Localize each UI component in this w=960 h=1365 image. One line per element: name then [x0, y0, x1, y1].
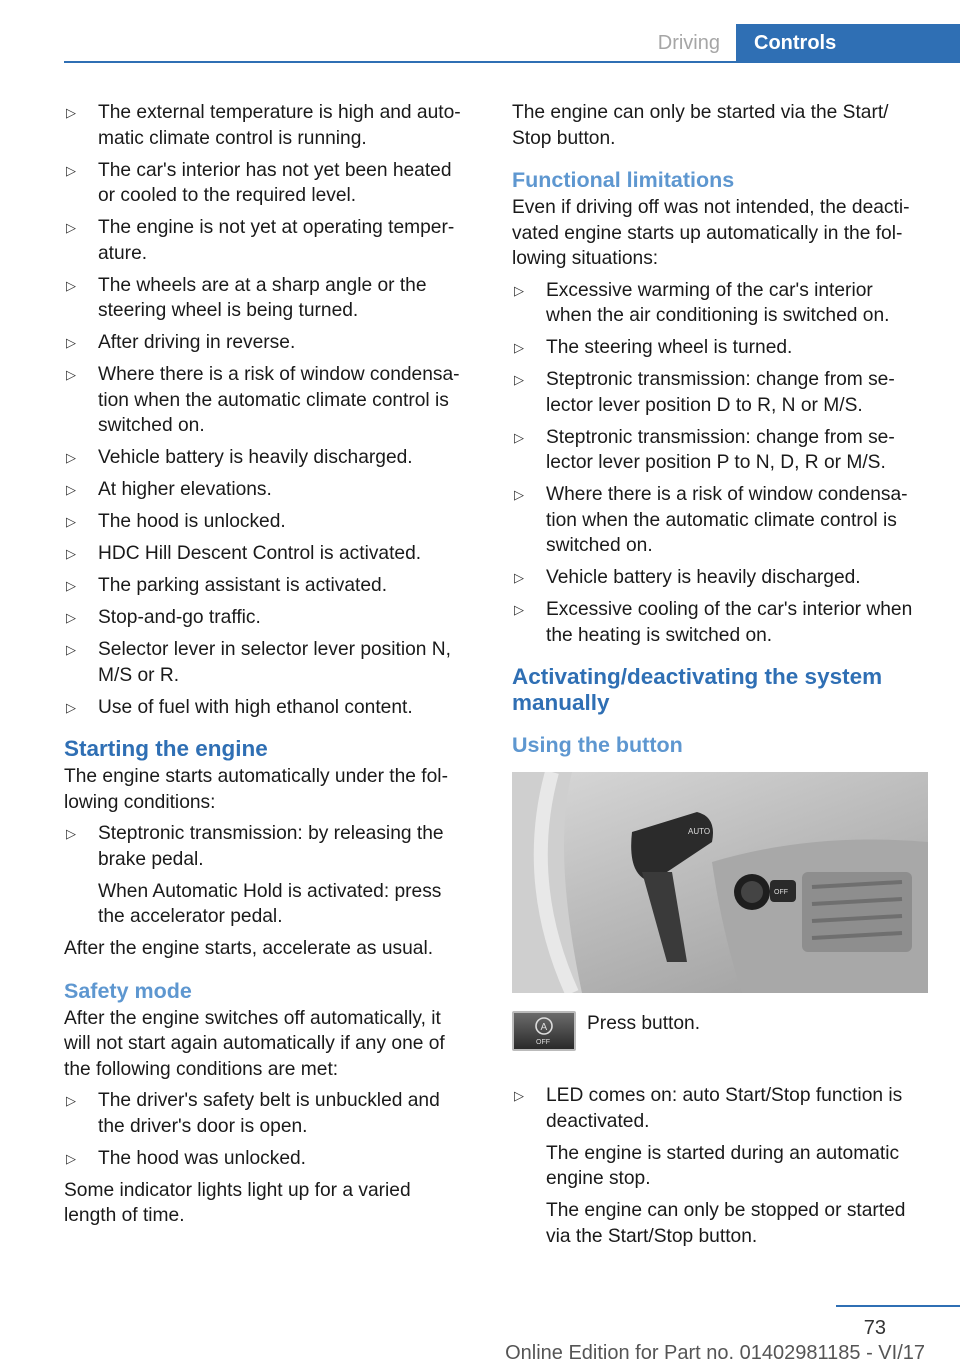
list-item — [64, 158, 476, 209]
after-start-text: After the engine starts, accelerate as usual. — [64, 938, 434, 959]
button-label: OFF — [774, 889, 788, 896]
bullet-triangle-icon: ▷ — [514, 570, 524, 585]
bullet-triangle-icon: ▷ — [66, 450, 76, 465]
left-column — [64, 100, 476, 1235]
list-item — [64, 1088, 476, 1139]
bullet-triangle-icon: ▷ — [66, 482, 76, 497]
list-item — [64, 273, 476, 324]
heading-using-button: Using the button — [512, 733, 683, 757]
list-item-text: The car's interior has not yet been heated or cooled to the required level. — [98, 159, 452, 206]
list-item — [64, 695, 476, 721]
start-stop-intro: The engine can only be started via the Start/ Stop button. — [512, 102, 889, 149]
list-item-text: Steptronic transmission: change from se‐ lector lever position D to R, N or M/S. — [546, 369, 895, 416]
list-item — [512, 565, 932, 591]
limitations-list — [512, 278, 932, 649]
list-item-text: Steptronic transmission: change from se‐ lector lever position P to N, D, R or M/S. — [546, 426, 895, 473]
safety-list — [64, 1088, 476, 1171]
safety-outro: Some indicator lights light up for a varied length of time. — [64, 1179, 411, 1226]
list-item-text: The engine is not yet at operating temper‐ ature. — [98, 217, 455, 264]
list-item — [64, 477, 476, 503]
list-item — [64, 100, 476, 151]
starting-list — [64, 821, 476, 930]
list-item — [64, 445, 476, 471]
list-item-text: Excessive warming of the car's interior when the air conditioning is switched on. — [546, 279, 890, 326]
list-item-text: Vehicle battery is heavily discharged. — [98, 447, 413, 468]
list-item-text: Vehicle battery is heavily discharged. — [546, 567, 861, 588]
list-item — [512, 367, 932, 418]
list-item-text: Selector lever in selector lever position N, M/S or R. — [98, 639, 451, 686]
bullet-triangle-icon: ▷ — [514, 282, 524, 298]
starting-bullet-sub: When Automatic Hold is activated: press the accelerator pedal. — [98, 880, 442, 927]
list-item-text: Excessive cooling of the car's interior when the heating is switched on. — [546, 599, 913, 646]
heading-starting-engine: Starting the engine — [64, 736, 268, 761]
list-item-text: The external temperature is high and auto‐ matic climate control is running. — [98, 102, 461, 149]
safety-intro: After the engine switches off automatically, it will not start again automatically if any one of the following conditions are met: — [64, 1007, 445, 1080]
list-item — [512, 278, 932, 329]
list-item — [64, 821, 476, 930]
bullet-triangle-icon: ▷ — [66, 514, 76, 529]
list-item-text: The parking assistant is activated. — [98, 575, 388, 596]
list-item — [64, 1146, 476, 1172]
dashboard-illustration — [512, 772, 928, 993]
list-item-text: After driving in reverse. — [98, 332, 296, 353]
bullet-triangle-icon: ▷ — [66, 1150, 76, 1166]
starting-bullet: Steptronic transmission: by releasing the brake pedal. — [98, 823, 444, 870]
led-list — [512, 1083, 932, 1249]
list-item-text: The driver's safety belt is unbuckled and the driver's door is open. — [98, 1090, 440, 1137]
led-bullet: LED comes on: auto Start/Stop function is deactivated. — [546, 1085, 903, 1132]
bullet-triangle-icon: ▷ — [66, 546, 76, 561]
list-item — [64, 330, 476, 356]
bullet-triangle-icon: ▷ — [66, 335, 76, 350]
auto-start-stop-off-button-icon[interactable] — [512, 1011, 576, 1051]
svg-text:A: A — [540, 1022, 548, 1033]
bullet-triangle-icon: ▷ — [66, 105, 76, 120]
bullet-triangle-icon: ▷ — [514, 372, 524, 387]
list-item-text: The hood is unlocked. — [98, 511, 286, 532]
bullet-triangle-icon: ▷ — [66, 367, 76, 382]
bullet-triangle-icon: ▷ — [66, 610, 76, 625]
list-item — [512, 1083, 932, 1249]
page-number: 73 — [863, 1317, 886, 1339]
list-item — [512, 482, 932, 559]
bullet-triangle-icon: ▷ — [514, 487, 524, 502]
press-button-text: Press button. — [587, 1013, 701, 1034]
list-item-text: Where there is a risk of window condensa‐ tion when the automatic climate control is switched on. — [98, 364, 460, 436]
list-item-text: At higher elevations. — [98, 479, 272, 500]
heading-functional-limitations: Functional limitations — [512, 168, 735, 192]
starting-intro: The engine starts automatically under the fol‐ lowing conditions: — [64, 766, 448, 813]
page-footer — [0, 1300, 960, 1362]
off-icon-label: OFF — [536, 1039, 550, 1046]
bullet-triangle-icon: ▷ — [66, 578, 76, 593]
led-sub-1: The engine is started during an automatic engine stop. — [546, 1142, 900, 1189]
press-button-row — [512, 1011, 932, 1069]
bullet-triangle-icon: ▷ — [514, 602, 524, 617]
stalk-label: AUTO — [688, 827, 711, 836]
list-item-text: The hood was unlocked. — [98, 1147, 306, 1169]
limitations-intro: Even if driving off was not intended, the deacti‐ vated engine starts up automatically in the fol‐ lowing situations: — [512, 197, 910, 269]
page-header — [0, 0, 960, 62]
edition-text: Online Edition for Part no. 01402981185 - VI/17 — [505, 1342, 925, 1364]
list-item — [64, 509, 476, 535]
heading-safety-mode: Safety mode — [64, 978, 192, 1003]
bullet-triangle-icon: ▷ — [66, 220, 76, 235]
dashboard-photo — [512, 772, 928, 993]
list-item-text: Use of fuel with high ethanol content. — [98, 696, 413, 718]
list-item — [512, 425, 932, 476]
section-tab-driving[interactable]: Driving — [657, 32, 720, 54]
list-item-text: HDC Hill Descent Control is activated. — [98, 543, 422, 564]
bullet-triangle-icon: ▷ — [66, 699, 76, 715]
a-off-icon — [514, 1013, 574, 1049]
list-item — [64, 637, 476, 688]
list-item — [64, 362, 476, 439]
led-sub-2: The engine can only be stopped or started via the Start/Stop button. — [546, 1200, 906, 1247]
chapter-tab-controls[interactable]: Controls — [736, 24, 960, 62]
list-item-text: The wheels are at a sharp angle or the steering wheel is being turned. — [98, 274, 427, 321]
bullet-triangle-icon: ▷ — [66, 642, 76, 657]
list-item-text: Where there is a risk of window condensa‐ tion when the automatic climate control is switched on. — [546, 484, 908, 556]
list-item-text: The steering wheel is turned. — [546, 337, 793, 358]
bullet-triangle-icon: ▷ — [66, 826, 76, 841]
list-item — [512, 597, 932, 648]
bullet-triangle-icon: ▷ — [514, 1088, 524, 1103]
list-item — [64, 541, 476, 567]
bullet-triangle-icon: ▷ — [514, 429, 524, 445]
conditions-list — [64, 100, 476, 720]
list-item-text: Stop-and-go traffic. — [98, 607, 261, 628]
list-item — [64, 215, 476, 266]
right-column — [512, 100, 932, 1256]
bullet-triangle-icon: ▷ — [66, 1093, 76, 1108]
bullet-triangle-icon: ▷ — [514, 340, 524, 355]
list-item — [64, 605, 476, 631]
header-rule — [64, 61, 960, 63]
bullet-triangle-icon: ▷ — [66, 162, 76, 178]
footer-rule — [836, 1305, 960, 1307]
list-item — [64, 573, 476, 599]
heading-activating-system: Activating/deactivating the system manually — [512, 664, 883, 715]
list-item — [512, 335, 932, 361]
bullet-triangle-icon: ▷ — [66, 277, 76, 293]
